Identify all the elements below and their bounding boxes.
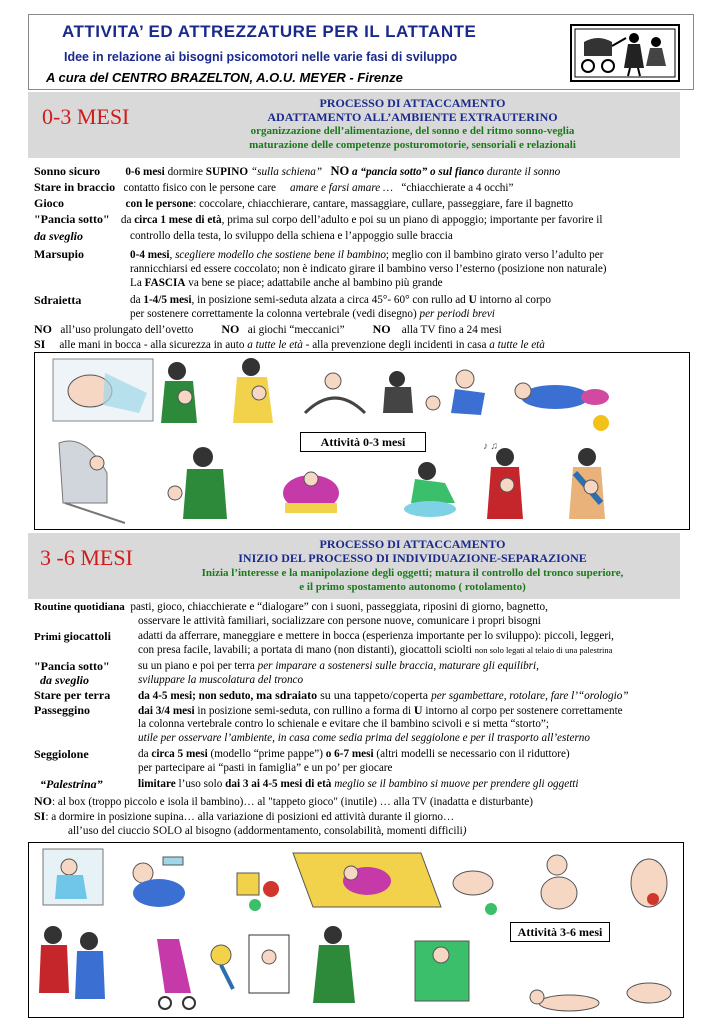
row-marsupio-text-2: rannicchiarsi ed essere coccolato; non è indicato girare il bambino verso l’esterno (posizione non naturale) <box>130 263 607 275</box>
caption-0-3: Attività 0-3 mesi <box>300 432 426 452</box>
toy-duck-icon <box>593 415 609 431</box>
row-giocattoli-2: con presa facile, lavabili; a portata di mano (non distanti), giocattoli sciolti non solo legati al telaio di una palestrina <box>138 644 613 656</box>
row-no-3-6: NO: al box (troppo piccolo e isola il bambino)… al "tappeto gioco" (inutile) … alla TV (inadatta e disturbante) <box>34 794 533 808</box>
row-sveglio-3-6-text: sviluppare la muscolatura del tronco <box>138 674 304 686</box>
rolling-baby-illustration <box>453 871 497 915</box>
sleeping-baby-illustration <box>53 359 153 421</box>
baby-toy-illustration <box>631 859 667 907</box>
baby-bottle-illustration <box>133 857 185 907</box>
row-marsupio-text-3: La FASCIA va bene se piace; adattabile anche al bambino più grande <box>130 277 443 289</box>
logo-illustration <box>570 24 680 82</box>
svg-text:♪ ♫: ♪ ♫ <box>483 441 498 452</box>
process-subtitle-3-6: INIZIO DEL PROCESSO DI INDIVIDUAZIONE-SEPARAZIONE <box>238 551 587 565</box>
age-label-0-3: 0-3 MESI <box>42 104 130 129</box>
row-marsupio-text-1: 0-4 mesi, scegliere modello che sostiene bene il bambino; meglio con il bambino girato verso l’adulto per <box>130 249 604 261</box>
row-sdraietta-text-2: per sostenere correttamente la colonna vertebrale (vedi disegno) per periodi brevi <box>130 308 495 320</box>
process-desc-0-3-a: organizzazione dell’alimentazione, del sonno e del ritmo sonno-veglia <box>250 125 575 137</box>
bouncer-illustration <box>59 441 125 523</box>
crawling-baby-illustration <box>530 983 671 1011</box>
row-marsupio: Marsupio <box>34 247 85 261</box>
sling-illustration <box>569 448 605 519</box>
page-subtitle: Idee in relazione ai bisogni psicomotori nelle varie fasi di sviluppo <box>64 50 458 64</box>
toys-illustration <box>237 873 279 911</box>
mother-holding-baby-illustration <box>233 358 273 423</box>
armchair-illustration <box>415 941 469 1001</box>
page-title: ATTIVITA’ ED ATTREZZATURE PER IL LATTANTE <box>62 22 477 41</box>
massage-illustration <box>404 462 456 517</box>
rattle-illustration <box>211 945 233 989</box>
baby-on-mat-illustration <box>293 853 441 907</box>
process-desc-3-6-a: Inizia l’interesse e la manipolazione degli oggetti; matura il controllo del tronco superiore, <box>201 567 624 579</box>
mother-feeding-illustration <box>161 362 197 423</box>
row-si-3-6-2: all’uso del ciuccio SOLO al bisogno (addormentamento, consolabilità, momenti difficili) <box>68 825 467 837</box>
page-credit: A cura del CENTRO BRAZELTON, A.O.U. MEYER - Firenze <box>46 70 403 85</box>
row-routine: Routine quotidiana pasti, gioco, chiacchierate e “dialogare” con i suoni, passeggiata, riposini di giorno, bagnetto, <box>34 601 548 613</box>
row-braccio: Stare in braccio contatto fisico con le persone care amare e farsi amare … “chiacchierate a 4 occhi” <box>34 180 514 194</box>
row-terra: Stare per terra <box>34 688 111 702</box>
row-sdraietta: Sdraietta <box>34 293 82 307</box>
baby-sitting-illustration <box>541 855 577 909</box>
row-sveglio-text: controllo della testa, lo sviluppo della schiena e l’appoggio sulle braccia <box>130 230 453 242</box>
row-si-0-3: SI alle mani in bocca - alla sicurezza in auto a tutte le età - alla prevenzione degli incidenti in casa a tutte le età <box>34 337 545 351</box>
row-seggiolone-1: da circa 5 mesi (modello “prime pappe”) o 6-7 mesi (altri modelli se necessario con il riduttore) <box>138 748 570 760</box>
row-passeggino-2: la colonna vertebrale contro lo schienale e evitare che il bambino scivoli e si metta “storto”; <box>138 718 549 730</box>
tummy-time-illustration <box>383 371 440 413</box>
baby-cushion-illustration <box>283 472 339 513</box>
row-terra-text: da 4-5 mesi; non seduto, ma sdraiato su una tappeto/coperta per sgambettare, rotolare, fare l’“orologio” <box>138 688 629 702</box>
row-no-0-3: NO all’uso prolungato dell’ovetto NO ai giochi “meccanici” NO alla TV fino a 24 mesi <box>34 322 502 336</box>
row-pancia-3-6-text: su un piano e poi per terra per imparare a sostenersi sulle braccia, maturare gli equilibri, <box>138 660 539 672</box>
parent-play-illustration <box>451 370 485 415</box>
playpen-illustration <box>249 935 289 993</box>
row-gioco: Gioco con le persone: coccolare, chiacchierare, cantare, massaggiare, cullare, passeggiare, fare il bagnetto <box>34 196 574 210</box>
parent-sitting-illustration <box>313 926 355 1003</box>
process-title-3-6: PROCESSO DI ATTACCAMENTO <box>319 537 506 551</box>
baby-on-knees-illustration <box>305 373 365 413</box>
row-giocattoli: Primi giocattoli <box>34 629 111 643</box>
row-palestrina-text: limitare l’uso solo dai 3 ai 4-5 mesi di età meglio se il bambino si muove per prendere gli oggetti <box>138 778 579 790</box>
row-pancia-3-6: "Pancia sotto" <box>34 659 110 673</box>
baby-prone-illustration <box>515 383 609 409</box>
row-seggiolone: Seggiolone <box>34 747 89 761</box>
process-desc-3-6-b: e il primo spostamento autonomo ( rotolamento) <box>299 581 526 593</box>
process-title-0-3: PROCESSO DI ATTACCAMENTO <box>319 96 506 110</box>
father-baby-illustration <box>168 447 227 519</box>
row-si-3-6: SI: a dormire in posizione supina… alla variazione di posizioni ed attività durante il giorno… <box>34 809 455 823</box>
row-palestrina: “Palestrina” <box>40 777 103 791</box>
family-illustration <box>39 926 105 999</box>
process-desc-0-3-b: maturazione delle competenze posturomotorie, sensoriali e relazionali <box>249 139 576 151</box>
row-passeggino-3: utile per osservare l’ambiente, in casa come sedia prima del seggiolone e per il trasporto all’esterno <box>138 732 590 744</box>
row-passeggino: Passeggino <box>34 703 91 717</box>
row-passeggino-1: dai 3/4 mesi in posizione semi-seduta, con rullino a forma di U intorno al corpo per sostenere correttamente <box>138 703 623 717</box>
row-giocattoli-1: adatti da afferrare, maneggiare e mettere in bocca (esperienza importante per lo sviluppo): piccoli, leggeri, <box>138 630 614 642</box>
row-pancia: "Pancia sotto" da circa 1 mese di età, prima sul corpo dell’adulto e poi su un piano di appoggio; importante per favorire il <box>34 212 603 226</box>
row-seggiolone-2: per partecipare ai “pasti in famiglia” e un po’ per giocare <box>138 762 393 774</box>
caption-3-6: Attività 3-6 mesi <box>510 922 610 942</box>
row-sveglio-3-6: da sveglio <box>40 673 89 687</box>
row-sdraietta-text-1: da 1-4/5 mesi, in posizione semi-seduta alzata a circa 45°- 60° con rullo ad U intorno al corpo <box>130 294 551 306</box>
row-sveglio: da sveglio <box>34 229 83 243</box>
stroller-illustration <box>157 939 195 1009</box>
row-routine-2: osservare le attività familiari, socializzare con persone nuove, comunicare i propri bisogni <box>138 615 541 627</box>
high-chair-illustration <box>43 849 103 905</box>
row-sonno: Sonno sicuro 0-6 mesi dormire SUPINO “sulla schiena” NO a “pancia sotto” o sul fianco durante il sonno <box>34 164 561 178</box>
age-label-3-6: 3 -6 MESI <box>40 545 133 570</box>
process-subtitle-0-3: ADATTAMENTO ALL’AMBIENTE EXTRAUTERINO <box>267 110 558 124</box>
baby-carrier-illustration <box>483 441 523 519</box>
